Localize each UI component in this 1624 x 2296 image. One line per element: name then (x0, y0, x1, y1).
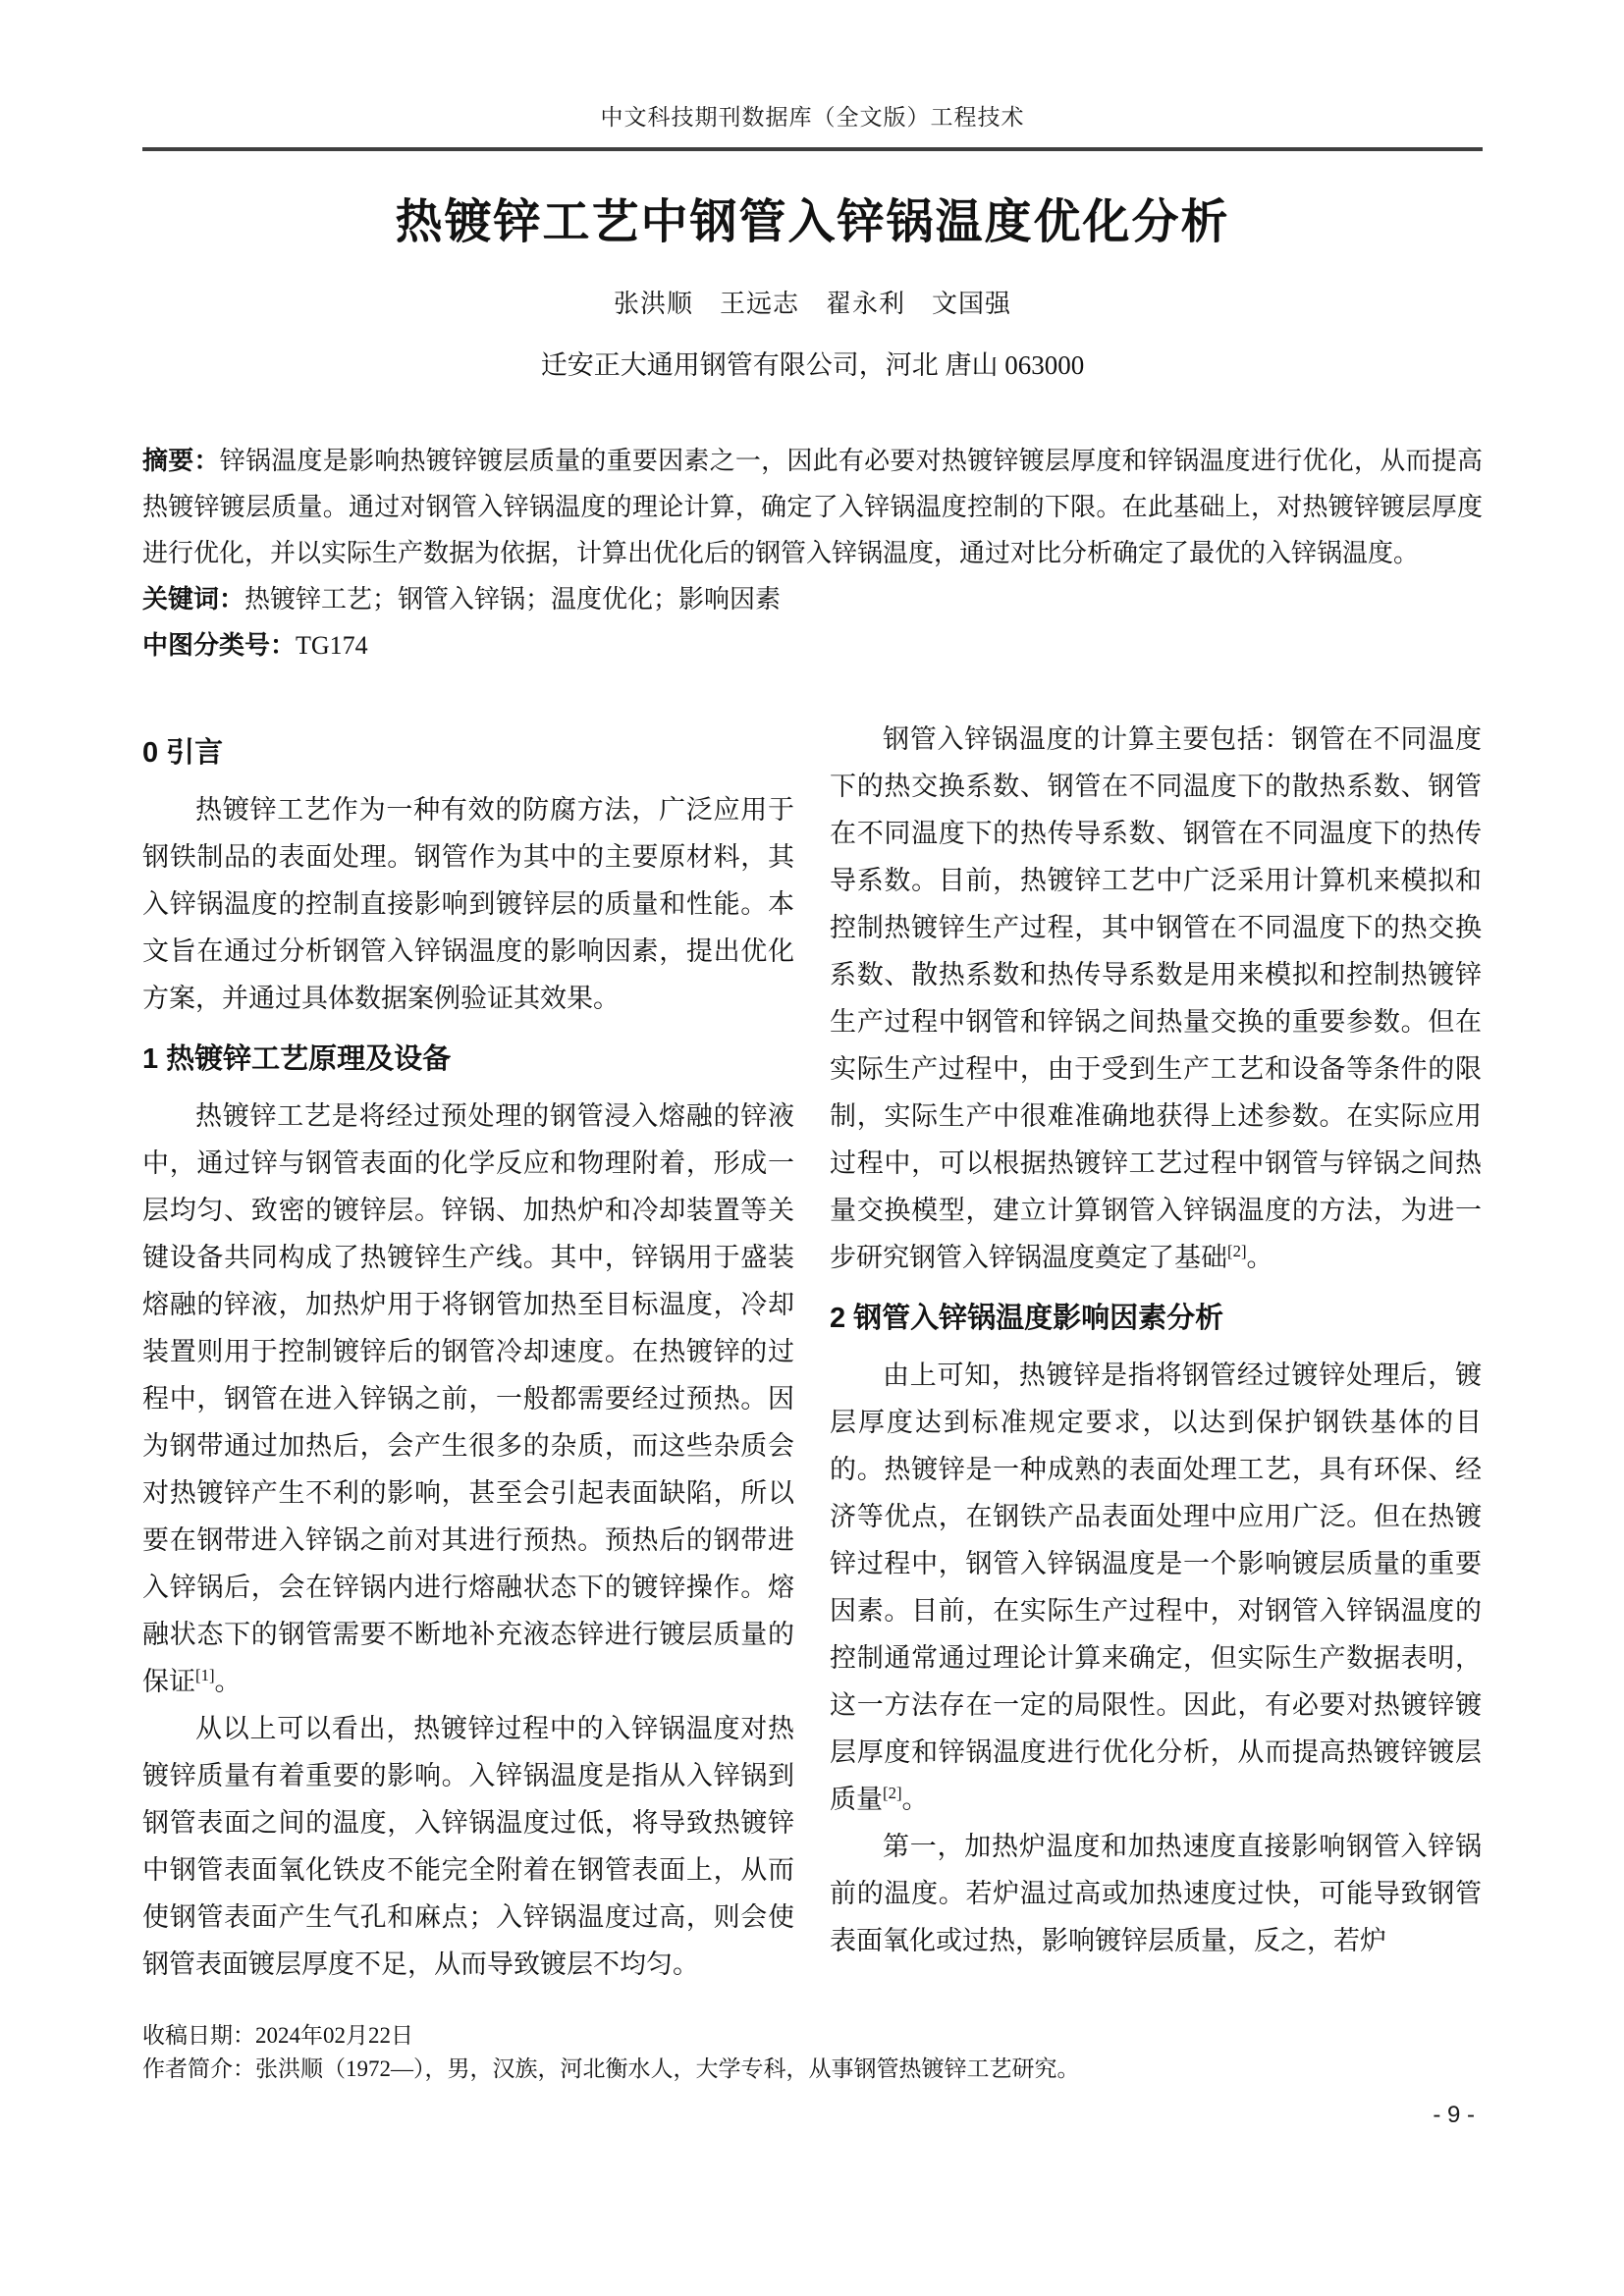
received-date-label: 收稿日期： (142, 2023, 255, 2048)
received-date-line (142, 2019, 1483, 2053)
body-paragraph: 热镀锌工艺是将经过预处理的钢管浸入熔融的锌液中，通过锌与钢管表面的化学反应和物理附着，形成一层均匀、致密的镀锌层。锌锅、加热炉和冷却装置等关键设备共同构成了热镀锌生产线。其中，锌锅用于盛装熔融的锌液，加热炉用于将钢管加热至目标温度，冷却装置则用于控制镀锌后的钢管冷却速度。在热镀锌的过程中，钢管在进入锌锅之前，一般都需要经过预热。因为钢带通过加热后，会产生很多的杂质，而这些杂质会对热镀锌产生不利的影响，甚至会引起表面缺陷，所以要在钢带进入锌锅之前对其进行预热。预热后的钢带进入锌锅后，会在锌锅内进行熔融状态下的镀锌操作。熔融状态下的钢管需要不断地补充液态锌进行镀层质量的保证[1]。 (142, 1101, 794, 1696)
authors-line: 张洪顺 王远志 翟永利 文国强 (613, 290, 1011, 318)
author-bio-label: 作者简介： (142, 2056, 255, 2081)
article-title: 热镀锌工艺中钢管入锌锅温度优化分析 (395, 196, 1230, 248)
right-column (830, 716, 1482, 2003)
footnote-block (142, 2019, 1483, 2086)
author-bio-line (142, 2053, 1483, 2086)
page-number: - 9 - (1433, 2102, 1475, 2128)
citation-ref: [1] (195, 1666, 215, 1684)
body-paragraph: 钢管入锌锅温度的计算主要包括：钢管在不同温度下的热交换系数、钢管在不同温度下的散热系数、钢管在不同温度下的热传导系数、钢管在不同温度下的热传导系数。目前，热镀锌工艺中广泛采用计算机来模拟和控制热镀锌生产过程，其中钢管在不同温度下的热交换系数、散热系数和热传导系数是用来模拟和控制热镀锌生产过程中钢管和锌锅之间热量交换的重要参数。但在实际生产过程中，由于受到生产工艺和设备等条件的限制，实际生产中很难准确地获得上述参数。在实际应用过程中，可以根据热镀锌工艺过程中钢管与锌锅之间热量交换模型，建立计算钢管入锌锅温度的方法，为进一步研究钢管入锌锅温度奠定了基础[2]。 (830, 724, 1482, 1272)
affiliation-line: 迁安正大通用钢管有限公司，河北 唐山 063000 (540, 350, 1085, 380)
section-heading: 0 引言 (142, 737, 224, 769)
abstract-paragraph (142, 438, 1483, 576)
received-date-value: 2024年02月22日 (255, 2023, 413, 2048)
body-paragraph: 由上可知，热镀锌是指将钢管经过镀锌处理后，镀层厚度达到标准规定要求，以达到保护钢铁基体的目的。热镀锌是一种成熟的表面处理工艺，具有环保、经济等优点，在钢铁产品表面处理中应用广泛。但在热镀锌过程中，钢管入锌锅温度是一个影响镀层质量的重要因素。目前，在实际生产过程中，对钢管入锌锅温度的控制通常通过理论计算来确定，但实际生产数据表明，这一方法存在一定的局限性。因此，有必要对热镀锌镀层厚度和锌锅温度进行优化分析，从而提高热镀锌镀层质量[2]。 (830, 1361, 1482, 1814)
clc-value: TG174 (296, 631, 368, 660)
body-paragraph: 从以上可以看出，热镀锌过程中的入锌锅温度对热镀锌质量有着重要的影响。入锌锅温度是指从入锌锅到钢管表面之间的温度，入锌锅温度过低，将导致热镀锌中钢管表面氧化铁皮不能完全附着在钢管表面上，从而使钢管表面产生气孔和麻点；入锌锅温度过高，则会使钢管表面镀层厚度不足，从而导致镀层不均匀。 (142, 1714, 794, 1979)
keywords-text: 热镀锌工艺；钢管入锌锅；温度优化；影响因素 (244, 585, 782, 614)
meta-block (142, 438, 1483, 668)
journal-header: 中文科技期刊数据库（全文版）工程技术 (600, 105, 1025, 130)
keywords-label: 关键词： (142, 584, 245, 614)
section-heading: 2 钢管入锌锅温度影响因素分析 (830, 1303, 1224, 1334)
two-column-body (142, 716, 1483, 2003)
section-heading: 1 热镀锌工艺原理及设备 (142, 1043, 452, 1075)
citation-ref: [2] (1227, 1242, 1247, 1260)
citation-ref: [2] (883, 1784, 902, 1802)
header-divider (142, 147, 1483, 151)
body-paragraph: 第一，加热炉温度和加热速度直接影响钢管入锌锅前的温度。若炉温过高或加热速度过快，可能导致钢管表面氧化或过热，影响镀锌层质量，反之，若炉 (830, 1832, 1482, 1955)
clc-paragraph (142, 622, 1483, 668)
abstract-label: 摘要： (142, 446, 220, 475)
clc-label: 中图分类号： (142, 630, 297, 660)
abstract-text: 锌锅温度是影响热镀锌镀层质量的重要因素之一，因此有必要对热镀锌镀层厚度和锌锅温度进行优化，从而提高热镀锌镀层质量。通过对钢管入锌锅温度的理论计算，确定了入锌锅温度控制的下限。在此基础上，对热镀锌镀层厚度进行优化，并以实际生产数据为依据，计算出优化后的钢管入锌锅温度，通过对比分析确定了最优的入锌锅温度。 (142, 447, 1483, 567)
author-bio-value: 张洪顺（1972—），男，汉族，河北衡水人，大学专科，从事钢管热镀锌工艺研究。 (255, 2056, 1080, 2081)
left-column (142, 716, 794, 2003)
keywords-paragraph (142, 576, 1483, 622)
body-paragraph: 热镀锌工艺作为一种有效的防腐方法，广泛应用于钢铁制品的表面处理。钢管作为其中的主要原材料，其入锌锅温度的控制直接影响到镀锌层的质量和性能。本文旨在通过分析钢管入锌锅温度的影响因素，提出优化方案，并通过具体数据案例验证其效果。 (142, 795, 794, 1013)
